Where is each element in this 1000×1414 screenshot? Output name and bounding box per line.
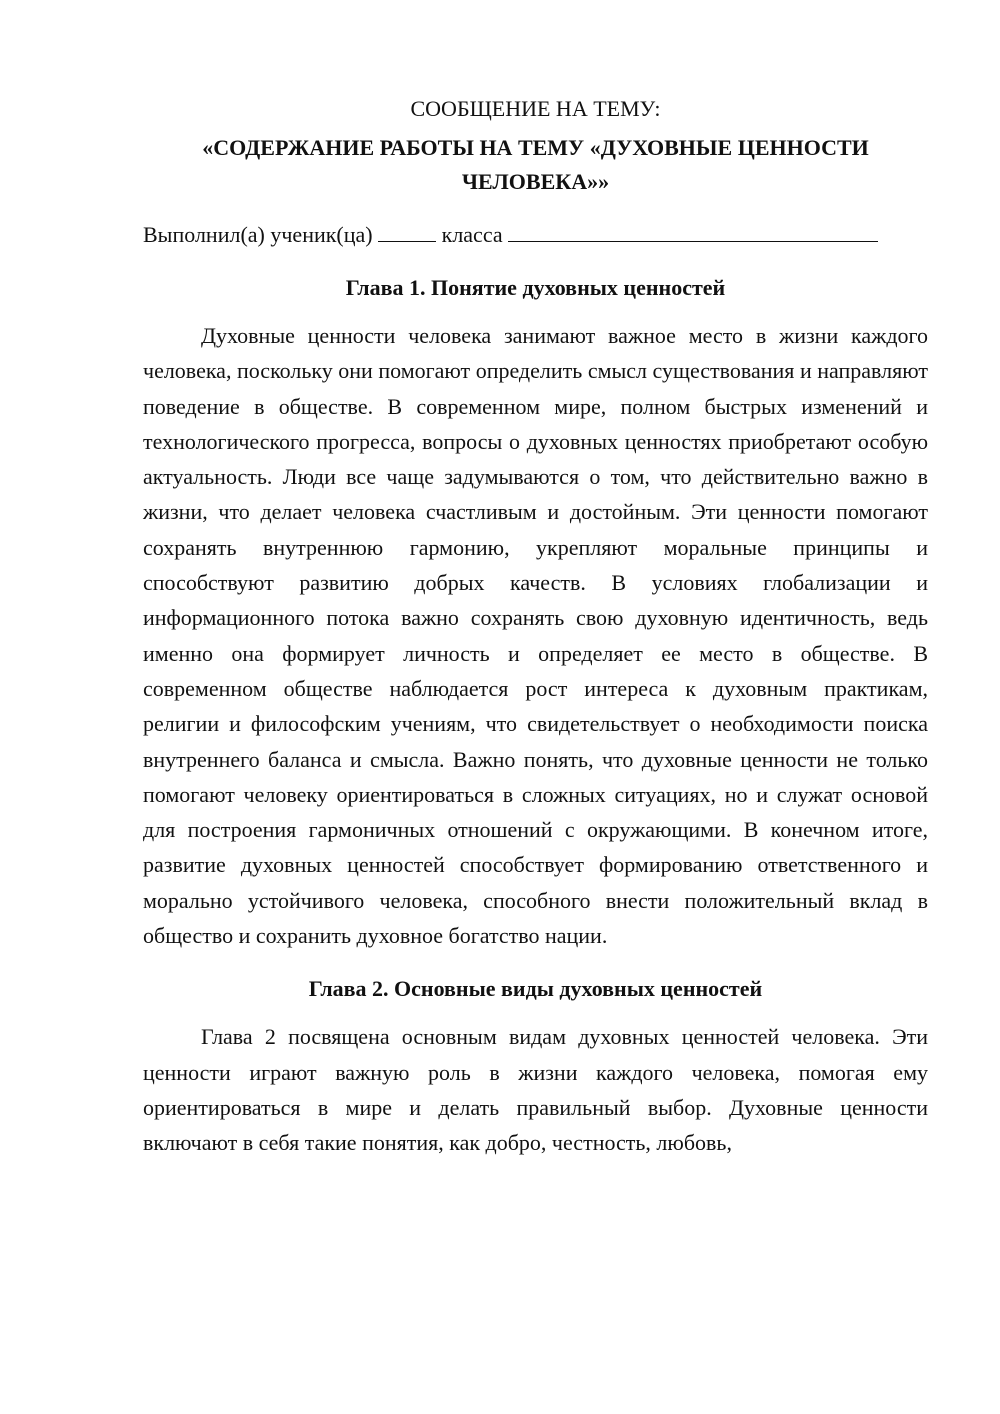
author-prefix: Выполнил(а) ученик(ца) <box>143 222 373 247</box>
author-middle: класса <box>441 222 503 247</box>
document-content <box>143 92 928 1161</box>
name-blank <box>508 217 878 242</box>
chapter-1-title: Глава 1. Понятие духовных ценностей <box>345 275 726 300</box>
document-label: СООБЩЕНИЕ НА ТЕМУ: <box>410 96 661 121</box>
chapter-1-paragraph: Духовные ценности человека занимают важное место в жизни каждого человека, поскольку они помогают определить смысл существования и направляют поведение в обществе. В современном мире, полном быстрых изменений и технологического прогресса, вопросы о духовных ценностях приобретают особую актуальность. Люди все чаще задумываются о том, что действительно важно в жизни, что делает человека счастливым и достойным. Эти ценности помогают сохранять внутреннюю гармонию, укрепляют моральные принципы и способствуют развитию добрых качеств. В условиях глобализации и информационного потока важно сохранять свою духовную идентичность, ведь именно она формирует личность и определяет ее место в обществе. В современном обществе наблюдается рост интереса к духовным практикам, религии и философским учениям, что свидетельствует о необходимости поиска внутреннего баланса и смысла. Важно понять, что духовные ценности не только помогают человеку ориентироваться в сложных ситуациях, но и служат основой для построения гармоничных отношений с окружающими. В конечном итоге, развитие духовных ценностей способствует формированию ответственного и морально устойчивого человека, способного внести положительный вклад в общество и сохранить духовное богатство нации. <box>143 323 928 949</box>
chapter-2-title: Глава 2. Основные виды духовных ценностей <box>308 976 763 1002</box>
chapter-2-paragraph: Глава 2 посвящена основным видам духовных ценностей человека. Эти ценности играют важную роль в жизни каждого человека, помогая ему ориентироваться в мире и делать правильный выбор. Духовные ценности включают в себя такие понятия, как добро, честность, любовь, <box>143 1024 928 1156</box>
grade-blank <box>378 217 436 242</box>
author-line <box>143 217 928 252</box>
document-title: «СОДЕРЖАНИЕ РАБОТЫ НА ТЕМУ «ДУХОВНЫЕ ЦЕННОСТИ ЧЕЛОВЕКА»» <box>202 135 869 194</box>
